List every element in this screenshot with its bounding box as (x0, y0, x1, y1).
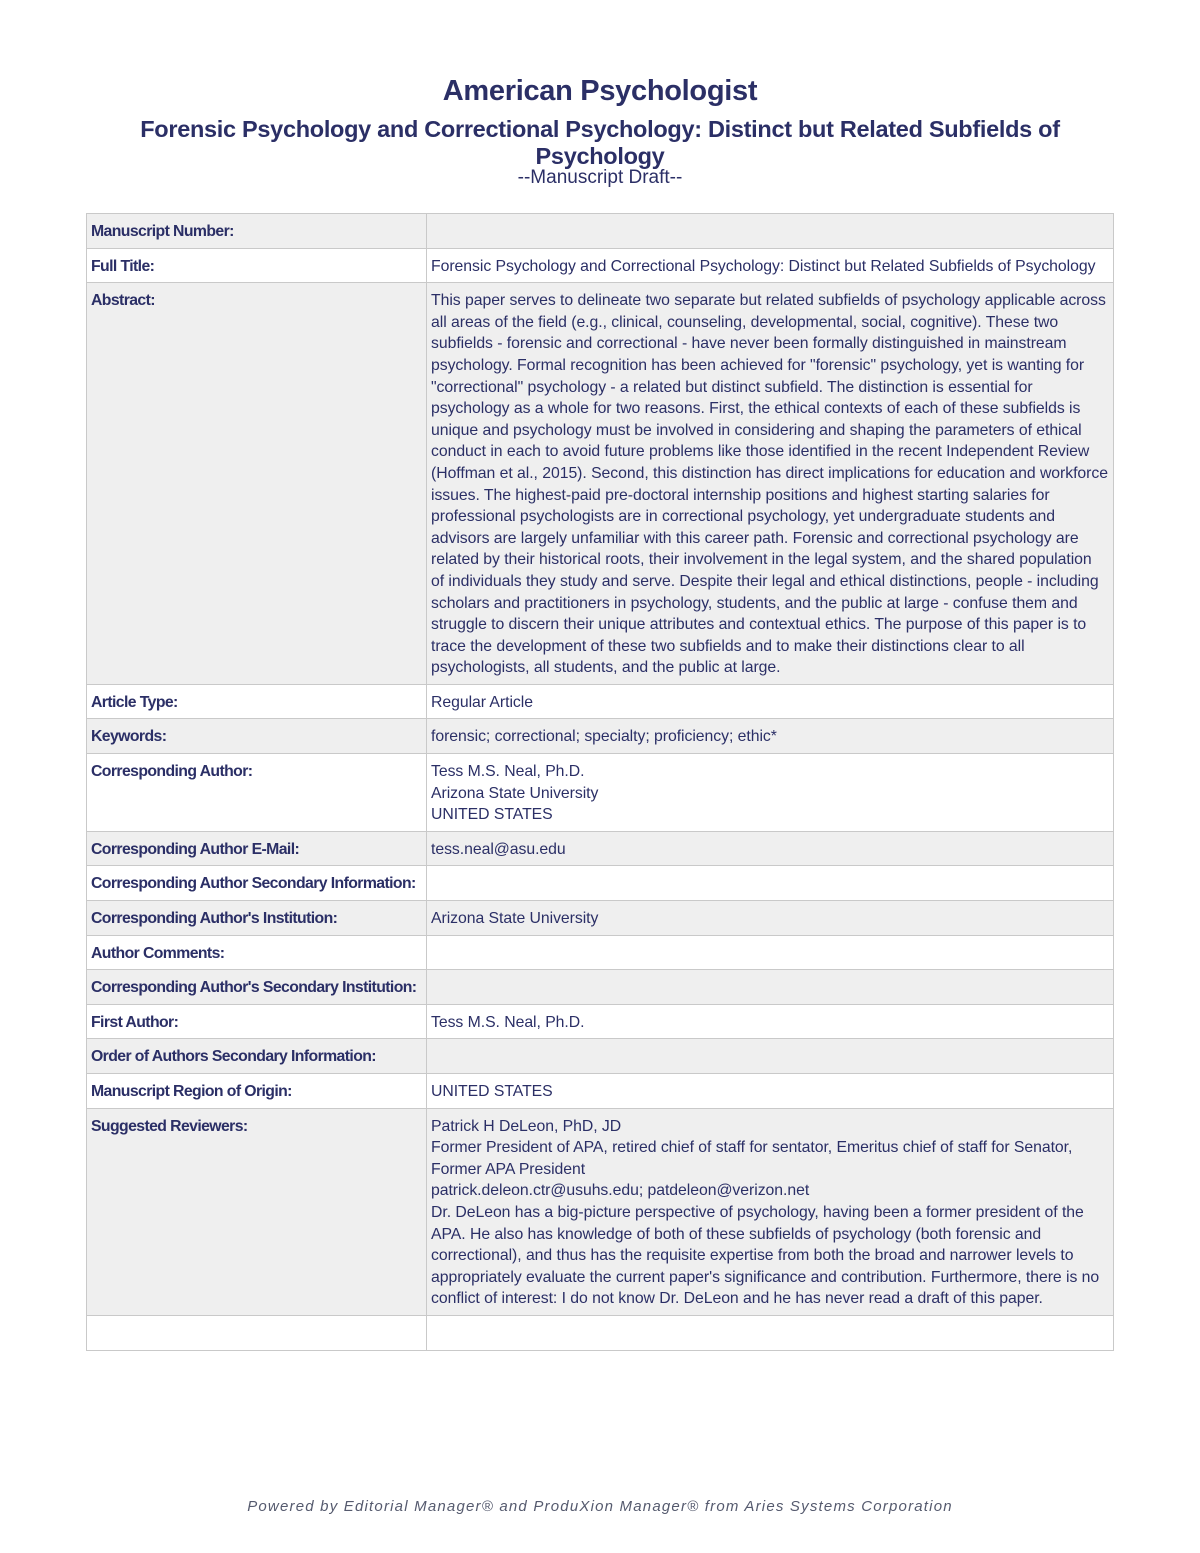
metadata-row (87, 1108, 1114, 1315)
metadata-row (87, 831, 1114, 866)
metadata-row (87, 1004, 1114, 1039)
field-value-line: This paper serves to delineate two separate but related subfields of psychology applicable across all areas of the field (e.g., clinical, counseling, developmental, social, cognitive). These two subfields - forensic and correctional - have never been formally distinguished in mainstream psychology. Formal recognition has been achieved for "forensic" psychology, yet is wanting for "correctional" psychology - a related but distinct subfield. The distinction is essential for psychology as a whole for two reasons. First, the ethical contexts of each of these subfields is unique and psychology must be involved in considering and shaping the parameters of ethical conduct in each to avoid future problems like those identified in the recent Independent Review (Hoffman et al., 2015). Second, this distinction has direct implications for education and workforce issues. The highest-paid pre-doctoral internship positions and highest starting salaries for professional psychologists are in correctional psychology, yet undergraduate students and advisors are largely unfamiliar with this career path. Forensic and correctional psychology are related by their historical roots, their involvement in the legal system, and the shared population of individuals they study and serve. Despite their legal and ethical distinctions, people - including scholars and practitioners in psychology, students, and the public at large - confuse them and struggle to discern their unique attributes and contextual ethics. The purpose of this paper is to trace the development of these two subfields and to make their distinctions clear to all psychologists, all students, and the public at large. (431, 292, 1108, 677)
metadata-row (87, 1039, 1114, 1074)
field-value (427, 970, 1114, 1005)
field-value-line: Arizona State University (431, 784, 599, 802)
field-value-line: Regular Article (431, 693, 533, 711)
field-label: Corresponding Author's Secondary Institution: (87, 970, 427, 1005)
field-label (87, 1315, 427, 1350)
manuscript-title: Forensic Psychology and Correctional Psychology: Distinct but Related Subfields of Psychology (140, 116, 1060, 169)
field-label: First Author: (87, 1004, 427, 1039)
field-value (427, 684, 1114, 719)
field-label: Abstract: (87, 283, 427, 685)
field-label: Suggested Reviewers: (87, 1108, 427, 1315)
field-label: Corresponding Author: (87, 754, 427, 832)
field-value-line: Dr. DeLeon has a big-picture perspective of psychology, having been a former president of the APA. He also has knowledge of both of these subfields of psychology (both forensic and correctional), and thus has the requisite expertise from both the broad and narrower levels to appropriately evaluate the current paper's significance and contribution. Furthermore, there is no conflict of interest: I do not know Dr. DeLeon and he has never read a draft of this paper. (431, 1203, 1100, 1308)
draft-label: --Manuscript Draft-- (517, 167, 683, 188)
metadata-row (87, 248, 1114, 283)
metadata-row (87, 901, 1114, 936)
field-value-line (431, 873, 1109, 895)
field-value (427, 831, 1114, 866)
field-value-line: tess.neal@asu.edu (431, 840, 566, 858)
field-value (427, 1074, 1114, 1109)
field-label: Article Type: (87, 684, 427, 719)
field-value-line: Arizona State University (431, 910, 599, 928)
field-value-line (431, 1046, 1109, 1068)
field-value (427, 1004, 1114, 1039)
metadata-row (87, 754, 1114, 832)
field-value-line (431, 943, 1109, 965)
journal-name: American Psychologist (442, 75, 758, 107)
field-value-line (431, 1323, 1109, 1345)
document-header (0, 74, 1200, 188)
metadata-row (87, 283, 1114, 685)
metadata-row (87, 866, 1114, 901)
field-value (427, 719, 1114, 754)
field-value-line: Former President of APA, retired chief of staff for sentator, Emeritus chief of staff for Senator, Former APA President (431, 1139, 1073, 1178)
field-value-line: UNITED STATES (431, 806, 553, 824)
metadata-row (87, 970, 1114, 1005)
metadata-row (87, 935, 1114, 970)
field-value (427, 901, 1114, 936)
metadata-row (87, 719, 1114, 754)
manuscript-metadata-table (86, 213, 1114, 1351)
field-value (427, 248, 1114, 283)
field-label: Corresponding Author Secondary Information: (87, 866, 427, 901)
metadata-row (87, 684, 1114, 719)
metadata-row (87, 214, 1114, 249)
field-value-line (431, 977, 1109, 999)
field-value (427, 754, 1114, 832)
field-value-line: forensic; correctional; specialty; proficiency; ethic* (431, 728, 777, 746)
field-label: Keywords: (87, 719, 427, 754)
field-value (427, 283, 1114, 685)
field-value (427, 866, 1114, 901)
field-value-line: Tess M.S. Neal, Ph.D. (431, 763, 585, 781)
field-label: Full Title: (87, 248, 427, 283)
field-value-line: Tess M.S. Neal, Ph.D. (431, 1013, 585, 1031)
field-value (427, 1315, 1114, 1350)
field-label: Author Comments: (87, 935, 427, 970)
field-value (427, 935, 1114, 970)
field-label: Corresponding Author E-Mail: (87, 831, 427, 866)
field-label: Corresponding Author's Institution: (87, 901, 427, 936)
footer-credit: Powered by Editorial Manager® and ProduXion Manager® from Aries Systems Corporation (247, 1498, 953, 1515)
field-value (427, 214, 1114, 249)
field-value-line: Patrick H DeLeon, PhD, JD (431, 1117, 622, 1135)
metadata-row (87, 1315, 1114, 1350)
field-value-line: UNITED STATES (431, 1083, 553, 1100)
field-label: Manuscript Number: (87, 214, 427, 249)
field-value-line: Forensic Psychology and Correctional Psychology: Distinct but Related Subfields of Psychology (431, 257, 1096, 275)
field-label: Order of Authors Secondary Information: (87, 1039, 427, 1074)
field-value (427, 1108, 1114, 1315)
field-value (427, 1039, 1114, 1074)
metadata-row (87, 1074, 1114, 1109)
field-value-line: patrick.deleon.ctr@usuhs.edu; patdeleon@verizon.net (431, 1182, 810, 1200)
field-value-line (431, 221, 1109, 243)
field-label: Manuscript Region of Origin: (87, 1074, 427, 1109)
